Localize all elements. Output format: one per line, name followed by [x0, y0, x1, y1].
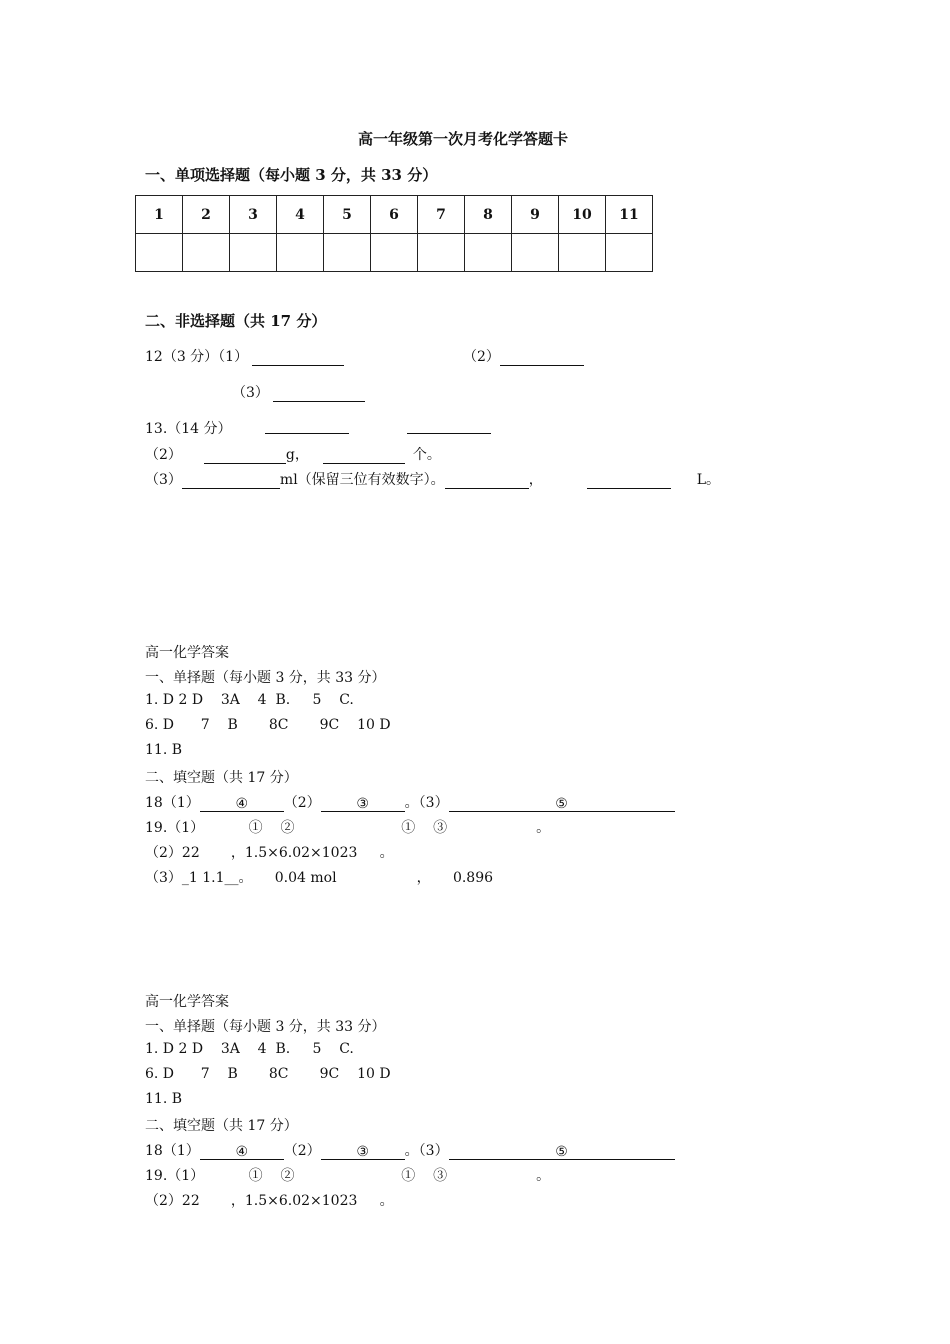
question-number-cell: 2: [183, 196, 230, 234]
q12-1-blank[interactable]: [252, 350, 344, 366]
q13-2-count-blank[interactable]: [323, 448, 405, 464]
q12-label: 12（3 分）（1）: [145, 349, 249, 365]
q13-2-unit-ge: 个。: [412, 447, 441, 463]
q12-3-label: （3）: [232, 385, 269, 401]
q12-2-line: [463, 346, 584, 366]
q13-3-unit-L: L。: [696, 472, 720, 488]
answer2-q19-2: （2）22 ，1.5×6.02×1023 。: [145, 1193, 394, 1209]
answer2-row2: 6. D 7 B 8C 9C 10 D: [145, 1066, 391, 1082]
answer1-q19-1: 19.（1） ① ② ① ③ 。: [145, 820, 551, 836]
answer-cell[interactable]: [136, 234, 183, 272]
q13-label: 13.（14 分）: [145, 421, 232, 437]
q13-1a-blank[interactable]: [265, 418, 349, 434]
answer2-row1: 1. D 2 D 3A 4 B. 5 C.: [145, 1041, 354, 1057]
q18-2-label: （2）: [283, 795, 321, 811]
q12-2-label: （2）: [463, 349, 500, 365]
question-number-cell: 9: [512, 196, 559, 234]
answer1-section2: 二、填空题（共 17 分）: [145, 770, 298, 786]
answer-cell[interactable]: [277, 234, 324, 272]
question-number-cell: 8: [465, 196, 512, 234]
question-number-cell: 11: [606, 196, 653, 234]
q18-3-answer: ⑤: [449, 796, 675, 812]
answer-cell[interactable]: [512, 234, 559, 272]
answer1-section1: 一、单择题（每小题 3 分，共 33 分）: [145, 670, 386, 686]
q18-2-answer: ③: [321, 796, 405, 812]
q18-2-answer: ③: [321, 1144, 405, 1160]
answer-cell[interactable]: [465, 234, 512, 272]
card-title: 高一年级第一次月考化学答题卡: [358, 130, 569, 148]
answer-cell[interactable]: [606, 234, 653, 272]
answer-cell[interactable]: [559, 234, 606, 272]
q13-1b-blank[interactable]: [407, 418, 491, 434]
answer2-title: 高一化学答案: [145, 994, 229, 1010]
q18-3-label: 。（3）: [404, 795, 449, 811]
q12-3-line: [232, 382, 365, 402]
q13-3-ml-note: ml（保留三位有效数字）。: [279, 472, 445, 488]
answer2-q18: [145, 1140, 675, 1160]
q13-3-blank-c[interactable]: [587, 473, 671, 489]
question-number-cell: 5: [324, 196, 371, 234]
choice-answer-grid: [135, 195, 653, 272]
q18-1-label: 18（1）: [145, 1143, 200, 1159]
question-number-cell: 4: [277, 196, 324, 234]
answer1-row3: 11. B: [145, 742, 183, 758]
answer2-section2: 二、填空题（共 17 分）: [145, 1118, 298, 1134]
answer1-row2: 6. D 7 B 8C 9C 10 D: [145, 717, 391, 733]
answer2-row3: 11. B: [145, 1091, 183, 1107]
answer1-q19-3: （3）_1 1.1__。 0.04 mol ， 0.896: [145, 870, 494, 886]
section1-heading: 一、单项选择题（每小题 3 分，共 33 分）: [145, 166, 438, 184]
answer-cell[interactable]: [230, 234, 277, 272]
q12-2-blank[interactable]: [500, 350, 584, 366]
q18-2-label: （2）: [283, 1143, 321, 1159]
q18-3-answer: ⑤: [449, 1144, 675, 1160]
answer-cell[interactable]: [324, 234, 371, 272]
question-number-cell: 1: [136, 196, 183, 234]
question-number-cell: 3: [230, 196, 277, 234]
answer1-row1: 1. D 2 D 3A 4 B. 5 C.: [145, 692, 354, 708]
answer2-q19-1: 19.（1） ① ② ① ③ 。: [145, 1168, 551, 1184]
q18-1-answer: ④: [200, 796, 284, 812]
question-number-cell: 6: [371, 196, 418, 234]
q13-2-label: （2）: [145, 447, 182, 463]
q18-3-label: 。（3）: [404, 1143, 449, 1159]
answer1-q19-2: （2）22 ，1.5×6.02×1023 。: [145, 845, 394, 861]
q13-3-label: （3）: [145, 472, 182, 488]
question-number-cell: 7: [418, 196, 465, 234]
q13-2-line: [145, 444, 441, 464]
q13-3-blank-b[interactable]: [445, 473, 529, 489]
q12-line: [145, 346, 344, 366]
q18-1-answer: ④: [200, 1144, 284, 1160]
answer1-q18: [145, 792, 675, 812]
answer-cell[interactable]: [183, 234, 230, 272]
section2-heading: 二、非选择题（共 17 分）: [145, 312, 327, 330]
answer-cell[interactable]: [418, 234, 465, 272]
answer-cell[interactable]: [371, 234, 418, 272]
q18-1-label: 18（1）: [145, 795, 200, 811]
answer1-title: 高一化学答案: [145, 645, 229, 661]
q12-3-blank[interactable]: [273, 386, 365, 402]
answer2-section1: 一、单择题（每小题 3 分，共 33 分）: [145, 1019, 386, 1035]
q13-2-unit-g: g，: [285, 447, 309, 463]
q13-3-volume-blank[interactable]: [182, 473, 280, 489]
q13-3-line: [145, 469, 720, 489]
q13-3-comma: ，: [528, 472, 543, 488]
q13-2-mass-blank[interactable]: [204, 448, 286, 464]
question-number-cell: 10: [559, 196, 606, 234]
